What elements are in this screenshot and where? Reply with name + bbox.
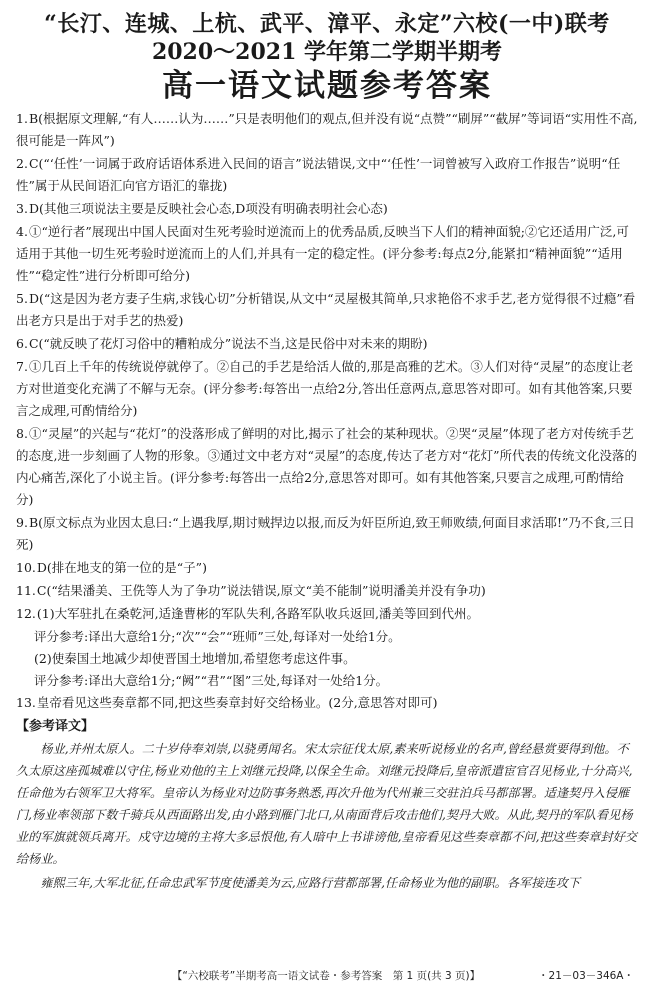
title-block	[16, 0, 638, 106]
answer-item: 11.C(“结果潘美、王侁等人为了争功”说法错误,原文“美不能制”说明潘美并没有争功)	[16, 583, 486, 598]
translation-paragraph: 雍熙三年,大军北征,任命忠武军节度使潘美为云,应路行营都部署,任命杨业为他的副职。各军接连攻下	[40, 876, 580, 890]
translation-paragraph: 杨业,并州太原人。二十岁侍奉刘崇,以骁勇闻名。宋太宗征伐太原,素来听说杨业的名声,曾经悬赏要得到他。不久太原这座孤城难以守住,杨业劝他的主上刘继元投降,以保全生命。刘继元投降后,皇帝派遣宦官召见杨业,十分高兴,任命他为右领军卫大将军。皇帝认为杨业对边防事务熟悉,再次升他为代州兼三交驻泊兵马都部署。适逢契丹入侵雁门,杨业率领部下数千骑兵从西面路出发,由小路到雁门北口,从南面背后攻击他们,契丹大败。从此,契丹的军队看见杨业的军旗就领兵离开。戍守边境的主将大多忌恨他,有人暗中上书诽谤他,皇帝看见这些奏章都不问,把这些奏章封好交给杨业。	[16, 742, 637, 866]
answer-item: 2.C(“‘任性’一词属于政府话语体系进入民间的语言”说法错误,文中“‘任性’一词曾被写入政府工作报告”说明“任性”属于从民间语汇向官方语汇的靠拢)	[16, 156, 621, 193]
document-title: 高一语文试题参考答案	[162, 68, 492, 104]
answer-item: 12.(1)大军驻扎在桑乾河,适逢曹彬的军队失利,各路军队收兵返回,潘美等回到代州。	[16, 606, 480, 621]
exam-union-title: “长汀、连城、上杭、武平、漳平、永定”六校(一中)联考	[44, 11, 610, 37]
answer-item: 4.①“逆行者”展现出中国人民面对生死考验时逆流而上的优秀品质,反映当下人们的精神面貌;②它还适用广泛,可适用于其他一切生死考验时逆流而上的人们,并具有一定的稳定性。(评分参考:每点2分,能紧扣“精神面貌”“适用性”“稳定性”进行分析即可给分)	[16, 224, 629, 283]
page-footer	[0, 969, 652, 983]
answer-item: 3.D(其他三项说法主要是反映社会心态,D项没有明确表明社会心态)	[16, 201, 388, 216]
scoring-note: 评分参考:译出大意给1分;“次”“会”“班师”三处,每译对一处给1分。	[34, 629, 401, 644]
answer-item: 8.①“灵屋”的兴起与“花灯”的没落形成了鲜明的对比,揭示了社会的某种现状。②哭“灵屋”体现了老方对传统手艺的态度,进一步刻画了人物的形象。③通过文中老方对“灵屋”的态度,传达了老方对“花灯”所代表的传统文化没落的内心痛苦,深化了小说主旨。(评分参考:每答出一点给2分,意思答对即可。如有其他答案,只要言之成理,可酌情给分)	[16, 426, 638, 507]
answer-item: 6.C(“就反映了花灯习俗中的糟粕成分”说法不当,这是民俗中对未来的期盼)	[16, 336, 428, 351]
exam-term-title: 2020～2021 学年第二学期半期考	[151, 39, 503, 65]
answer-item: 5.D(“这是因为老方妻子生病,求钱心切”分析错误,从文中“灵屋极其简单,只求艳俗不求手艺,老方觉得很不过瘾”看出老方只是出于对手艺的热爱)	[16, 291, 636, 328]
reference-translation-heading: 【参考译文】	[16, 719, 95, 734]
answer-item: 9.B(原文标点为业因太息曰:“上遇我厚,期讨贼捍边以报,而反为奸臣所迫,致王师败绩,何面目求活耶!”乃不食,三日死)	[16, 515, 635, 552]
footer-doc-code: ・21－03－346A・	[538, 970, 634, 982]
answer-subpart: (2)使秦国土地减少却使晋国土地增加,希望您考虑这件事。	[34, 651, 356, 666]
scoring-note: 评分参考:译出大意给1分;“阙”“君”“图”三处,每译对一处给1分。	[34, 673, 389, 688]
answer-item: 7.①几百上千年的传统说停就停了。②自己的手艺是给活人做的,那是高雅的艺术。③人们对待“灵屋”的态度让老方对世道变化充满了不解与无奈。(评分参考:每答出一点给2分,答出任意两点,意思答对即可。如有其他答案,只要言之成理,可酌情给分)	[16, 359, 634, 418]
footer-page-info: 【“六校联考”半期考高一语文试卷・参考答案 第 1 页(共 3 页)】	[171, 970, 481, 982]
answer-item: 10.D(排在地支的第一位的是“子”)	[16, 560, 207, 575]
answer-item: 13.皇帝看见这些奏章都不同,把这些奏章封好交给杨业。(2分,意思答对即可)	[16, 695, 438, 710]
answer-item: 1.B(根据原文理解,“有人……认为……”只是表明他们的观点,但并没有说“点赞”“刷屏”“截屏”等词语“实用性不高,很可能是一阵风”)	[16, 111, 638, 148]
answer-list	[16, 108, 638, 714]
